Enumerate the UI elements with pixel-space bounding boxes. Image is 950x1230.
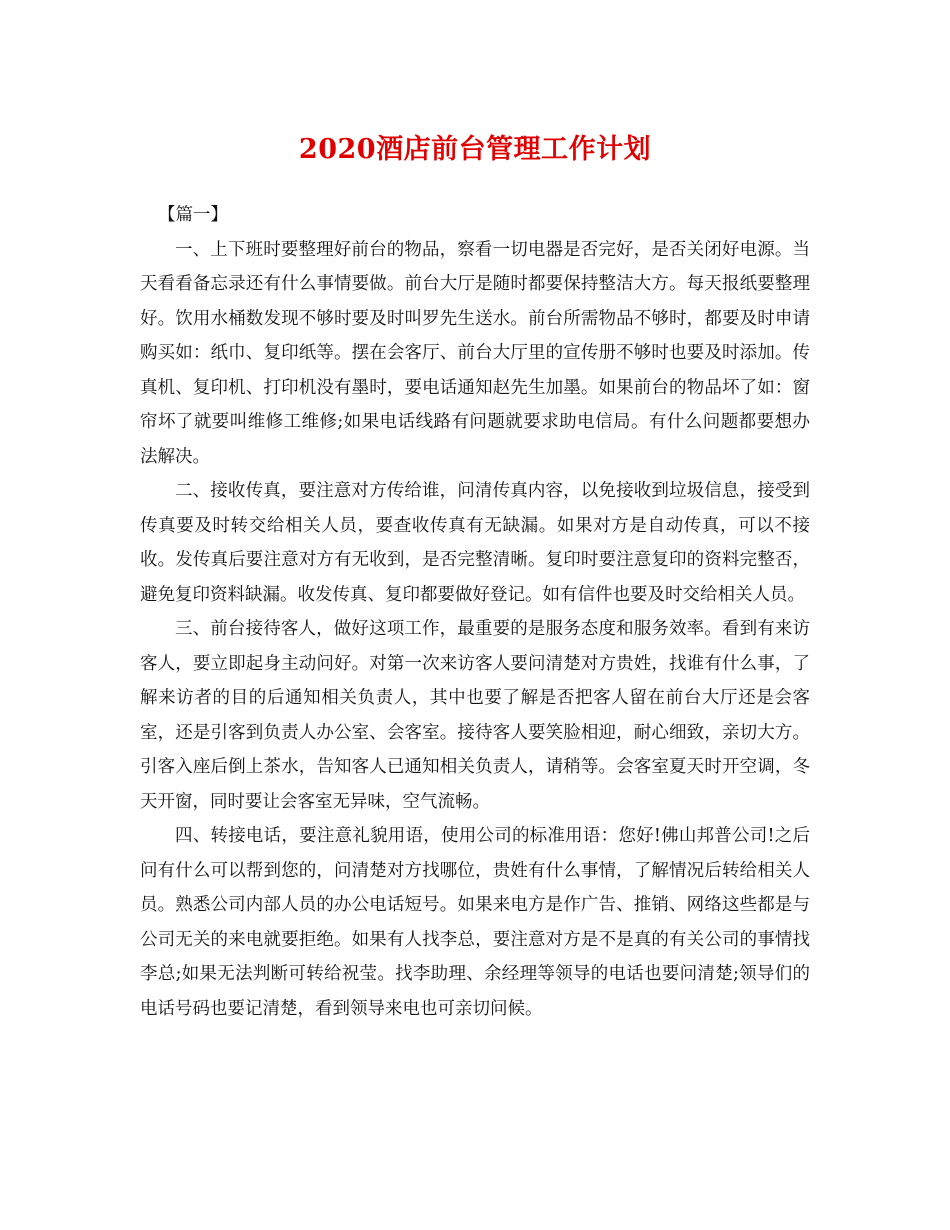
document-title: 2020酒店前台管理工作计划 <box>298 134 652 165</box>
paragraph-3: 三、前台接待客人，做好这项工作，最重要的是服务态度和服务效率。看到有来访客人，要立即起身主动问好。对第一次来访客人要问清楚对方贵姓，找谁有什么事，了解来访者的目的后通知相关负责人，其中也要了解是否把客人留在前台大厅还是会客室，还是引客到负责人办公室、会客室。接待客人要笑脸相迎，耐心细致，亲切大方。引客入座后倒上茶水，告知客人已通知相关负责人，请稍等。会客室夏天时开空调，冬天开窗，同时要让会客室无异味，空气流畅。 <box>140 619 810 812</box>
document-body <box>140 198 810 1026</box>
paragraph-4: 四、转接电话，要注意礼貌用语，使用公司的标准用语：您好!佛山邦普公司!之后问有什么可以帮到您的，问清楚对方找哪位，贵姓有什么事情，了解情况后转给相关人员。熟悉公司内部人员的办公电话短号。如果来电方是作广告、推销、网络这些都是与公司无关的来电就要拒绝。如果有人找李总，要注意对方是不是真的有关公司的事情找李总;如果无法判断可转给祝莹。找李助理、余经理等领导的电话也要问清楚;领导们的电话号码也要记清楚，看到领导来电也可亲切问候。 <box>140 826 810 1019</box>
section-label: 【篇一】 <box>158 205 228 225</box>
paragraph-1: 一、上下班时要整理好前台的物品，察看一切电器是否完好，是否关闭好电源。当天看看备忘录还有什么事情要做。前台大厅是随时都要保持整洁大方。每天报纸要整理好。饮用水桶数发现不够时要及时叫罗先生送水。前台所需物品不够时，都要及时申请购买如：纸巾、复印纸等。摆在会客厅、前台大厅里的宣传册不够时也要及时添加。传真机、复印机、打印机没有墨时，要电话通知赵先生加墨。如果前台的物品坏了如：窗帘坏了就要叫维修工维修;如果电话线路有问题就要求助电信局。有什么问题都要想办法解决。 <box>140 239 810 467</box>
paragraph-2: 二、接收传真，要注意对方传给谁，问清传真内容，以免接收到垃圾信息，接受到传真要及时转交给相关人员，要查收传真有无缺漏。如果对方是自动传真，可以不接收。发传真后要注意对方有无收到，是否完整清晰。复印时要注意复印的资料完整否，避免复印资料缺漏。收发传真、复印都要做好登记。如有信件也要及时交给相关人员。 <box>140 481 810 605</box>
